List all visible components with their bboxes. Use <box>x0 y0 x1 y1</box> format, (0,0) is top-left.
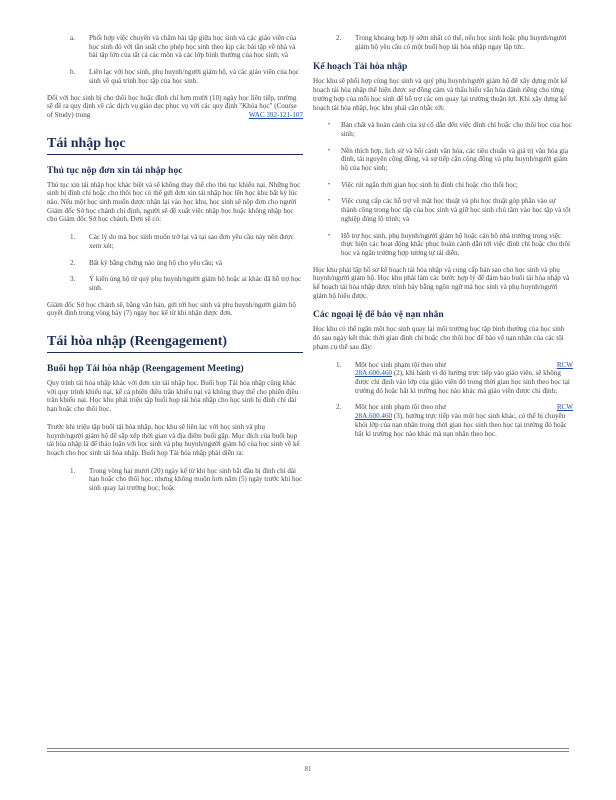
list-item <box>47 68 303 85</box>
list-item <box>313 34 573 51</box>
list-marker: 1. <box>70 233 76 242</box>
list-item <box>47 233 303 250</box>
list-item <box>313 361 573 396</box>
subsection-title: Buổi họp Tái hòa nhập (Reengagement Meeting) <box>47 364 244 375</box>
paragraph <box>47 94 303 120</box>
right-column <box>313 34 573 446</box>
bullet-marker: • <box>328 181 331 188</box>
list-text: Ý kiến ủng hộ từ quý phụ huynh/người giám hộ hoặc ai khác đã hỗ trợ học sinh. <box>89 275 302 292</box>
bullet-text: Việc rút ngắn thời gian học sinh bị đình chỉ hoặc cho thôi học; <box>341 180 518 189</box>
bullet-item <box>313 232 573 258</box>
rcw-link[interactable]: 28A.600.460 <box>355 412 393 421</box>
bullet-text: Nền thích hợp, lịch sử và bối cảnh văn hóa, các tiêu chuẩn và giá trị văn hóa gia đình, tài nguyên cộng đồng, và sự tiếp cận cộng đồng và phụ huynh/người giám hộ của học sinh; <box>341 146 569 173</box>
section-rule <box>47 352 303 353</box>
subsection-title: Các ngoại lệ để bảo vệ nạn nhân <box>313 310 444 321</box>
list-marker: 3. <box>70 275 76 284</box>
paragraph: Giám đốc Sở học chánh sẽ, bằng văn bản, gửi tới học sinh và phụ huynh/người giám hộ quyết định trong vòng bảy (7) ngày học kể từ khi nhận được đơn. <box>47 300 296 318</box>
paragraph: Học khu có thể ngăn một học sinh quay lại môi trường học tập bình thường của học sinh đó sau ngày kết thúc thời gian đình chỉ hoặc cho thôi học để bảo vệ nạn nhân của các tội phạm cụ thể sau đây: <box>313 325 565 351</box>
bullet-marker: • <box>328 147 331 154</box>
rcw-link[interactable]: RCW <box>556 403 573 412</box>
rcw-link[interactable]: 28A.600.460 <box>355 369 393 378</box>
page-number: 81 <box>304 765 312 773</box>
list-text: Một học sinh phạm tội theo như RCW 28A.600.460 (3), hướng trực tiếp vào một học sinh khác, có thể bị chuyển khỏi lớp của nạn nhân trong thời gian học sinh theo học tại trường đó hoặc bất kì trường học nào khác mà nạn nhân theo học. <box>355 403 573 438</box>
paragraph: Trước khi triệu tập buổi tái hòa nhập, học khu sẽ liên lạc với học sinh và phụ huynh/người giám hộ để sắp xếp thời gian và địa điểm buổi gặp. Mục đích của buổi họp tái hòa nhập là để thảo luận với học sinh và phụ huynh/người giám hộ của học sinh về kế hoạch cho học sinh tái hòa nhập. Buổi họp Tái hòa nhập phải diễn ra: <box>47 422 300 457</box>
list-item <box>47 34 303 60</box>
list-item <box>313 403 573 438</box>
bullet-item <box>313 147 573 173</box>
list-text: Trong khoảng hợp lý sớm nhất có thể, nếu học sinh hoặc phụ huynh/người giám hộ yêu cầu có một buổi họp tái hòa nhập ngay lập tức. <box>355 34 567 51</box>
paragraph: Học khu phải lập hồ sơ kế hoạch tái hòa nhập và cung cấp bản sao cho học sinh và phụ huynh/người giám hộ. Học khu phải làm các bước hợp lý để đảm bảo buổi tái hòa nhập và kế hoạch tái hòa nhập được trình bày bằng ngôn ngữ mà học sinh và phụ huynh/người giám hộ hiểu được. <box>313 265 570 300</box>
subsection-title: Thủ tục nộp đơn xin tái nhập học <box>47 165 183 176</box>
bullet-marker: • <box>328 232 331 239</box>
list-marker: b. <box>70 68 76 77</box>
footer-rule <box>47 751 569 752</box>
list-text: Liên lạc với học sinh, phụ huynh/người giám hộ, và các giáo viên của học sinh về quá trình học tập của học sinh. <box>89 68 299 85</box>
list-text: Một học sinh phạm tội theo như RCW 28A.600.460 (2), khi hành vi đó hướng trực tiếp vào giáo viên, sẽ không được chỉ định vào lớp của giáo viên đó trong thời gian học sinh theo học tại trường đó hoặc bất kì trường học nào khác mà giáo viên được chỉ định; <box>355 360 573 395</box>
list-item <box>47 259 303 268</box>
wac-link[interactable]: WAC 392-121-107 <box>248 110 303 119</box>
left-column <box>47 34 303 501</box>
paragraph: Quy trình tái hòa nhập khác với đơn xin tái nhập học. Buổi họp Tái hòa nhập cũng khác với quy trình khiếu nại, kể cả phiên điều trần khiếu nại và không thay thế cho phiên điều trần khiếu nại. Học khu phải triệu tập buổi họp tái hòa nhập cho học sinh bị đình chỉ dài hạn hoặc cho thôi học. <box>47 379 299 414</box>
list-marker: 2. <box>336 34 342 42</box>
subsection-title: Kế hoạch Tái hòa nhập <box>313 62 408 73</box>
list-marker: 2. <box>336 403 342 412</box>
bullet-text: Hỗ trợ học sinh, phụ huynh/người giám hộ hoặc cán bộ nhà trường trong việc thực hiện các hoạt động khắc phục hoàn cảnh dẫn tới việc đình chỉ hoặc cho thôi học và ngăn trường hợp tương tự tái diễn. <box>341 231 571 257</box>
list-marker: a. <box>70 34 75 42</box>
list-text: Phối hợp việc chuyển và chấm bài tập giữa học sinh và các giáo viên của học sinh đó với tần suất cho phép học sinh theo kịp các bài tập về nhà và bài tập lớn của tất cả các môn và các lớp bình thường của học sinh; và <box>89 34 297 60</box>
footer-rule <box>47 748 569 749</box>
section-rule <box>47 154 303 155</box>
list-item <box>47 467 303 493</box>
bullet-item <box>313 121 573 138</box>
list-text: Bất kỳ bằng chứng nào ủng hộ cho yêu cầu; và <box>89 258 223 267</box>
bullet-item <box>313 197 573 223</box>
bullet-text: Bản chất và hoàn cảnh của sự cố dẫn đến việc đình chỉ hoặc cho thôi học của học sinh; <box>341 121 572 138</box>
list-marker: 2. <box>70 258 76 267</box>
paragraph-text: Đối với học sinh bị cho thôi học hoặc đình chỉ hơn mười (10) ngày học liên tiếp, trường sẽ đề ra quy định về các dịch vụ giáo dục phục vụ với các quy định "Khóa học" (Course of Study) trong <box>47 93 297 119</box>
section-title-readmission: Tái nhập học <box>47 135 126 151</box>
list-marker: 1. <box>336 360 342 369</box>
list-text: Các lý do mà học sinh muốn trở lại và tại sao đơn yêu cầu này nên được xem xét; <box>89 233 294 250</box>
section-title-reengagement: Tái hòa nhập (Reengagement) <box>47 334 228 350</box>
paragraph: Học khu sẽ phối hợp cùng học sinh và quý phụ huynh/người giám hộ để xây dựng một kế hoạch tái hòa nhập thể hiện được sự đồng cảm và thấu hiểu văn hóa dành riêng cho từng trường hợp của mỗi học sinh để hỗ trợ các em quay lại trường thuận lợi. Khi xây dựng kế hoạch tái hòa nhập, học khu phải cân nhắc tới: <box>313 77 568 112</box>
bullet-item <box>313 181 573 190</box>
list-item <box>47 275 303 292</box>
bullet-text: Việc cung cấp các hỗ trợ về mặt học thuật và phi học thuật góp phần vào sự thành công trong học tập của học sinh và giữ học sinh chú tâm vào học tập và tốt nghiệp đúng lộ trình; và <box>341 197 571 223</box>
bullet-marker: • <box>328 198 331 205</box>
paragraph: Thủ tục xin tái nhập học khác biệt và sẽ không thay thế cho thủ tục khiếu nại. Những học sinh bị đình chỉ hoặc cho thôi học có thể gửi đơn xin tái nhập học lên học khu bất kỳ lúc nào. Nếu một học sinh muốn được nhận lại vào học khu, học sinh sẽ nộp đơn cho người Giám đốc Sở học chánh chỉ định, người sẽ đề xuất việc nhập học hoặc không nhập học cho Giám đốc Sở học chánh. Đơn sẽ có: <box>47 180 301 224</box>
rcw-link[interactable]: RCW <box>556 360 573 369</box>
bullet-marker: • <box>328 122 331 129</box>
list-text: Trong vòng hai mươi (20) ngày kể từ khi học sinh bắt đầu bị đình chỉ dài hạn hoặc cho thôi học, nhưng không muộn hơn năm (5) ngày trước khi học sinh quay lại trường học; hoặc <box>89 466 303 493</box>
list-marker: 1. <box>70 466 76 475</box>
